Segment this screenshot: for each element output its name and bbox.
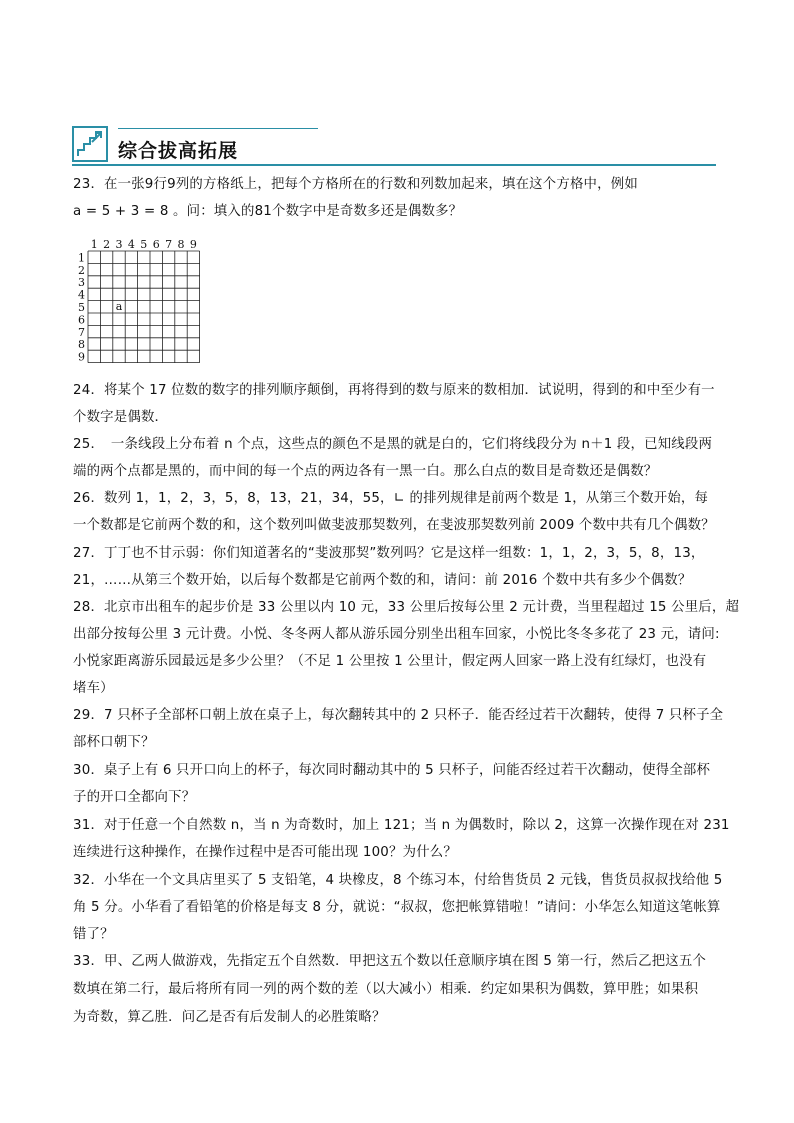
grid-row-label: 8 (78, 338, 85, 352)
grid-row-label: 3 (78, 276, 85, 290)
question-28-line-1: 28．北京市出租车的起步价是 33 公里以内 10 元，33 公里后按每公里 2 元计费，当里程超过 15 公里后，超 (73, 600, 740, 615)
question-23-line-2: a = 5 + 3 = 8 。问：填入的81个数字中是奇数多还是偶数多？ (73, 204, 463, 219)
section-header (72, 126, 716, 166)
grid-row-label: 9 (78, 350, 85, 364)
grid-col-label: 1 (90, 238, 98, 251)
question-30-line-1: 30．桌子上有 6 只开口向上的杯子，每次同时翻动其中的 5 只杯子，问能否经过若干次翻动，使得全部杯 (73, 763, 711, 778)
question-33-line-2: 数填在第二行，最后将所有同一列的两个数的差（以大减小）相乘．约定如果积为偶数，算甲胜；如果积 (73, 982, 699, 997)
question-32-line-1: 32．小华在一个文具店里买了 5 支铅笔，4 块橡皮，8 个练习本，付给售货员 2 元钱，售货员叔叔找给他 5 (73, 873, 723, 888)
question-27-line-2: 21，……从第三个数开始，以后每个数都是它前两个数的和，请问：前 2016 个数中共有多少个偶数？ (73, 573, 692, 588)
question-32-line-2: 角 5 分。小华看了看铅笔的价格是每支 8 分，就说：“叔叔，您把帐算错啦！”请问：小华怎么知道这笔帐算 (73, 900, 721, 915)
question-25-line-1: 25． 一条线段上分布着 n 个点，这些点的颜色不是黑的就是白的，它们将线段分为 n＋1 段，已知线段两 (73, 437, 713, 452)
question-28-line-3: 小悦家距离游乐园最远是多少公里？（不足 1 公里按 1 公里计，假定两人回家一路上没有红绿灯，也没有 (73, 654, 707, 669)
grid-figure (74, 235, 214, 365)
grid-row-label: 6 (78, 313, 85, 327)
question-28-line-4: 堵车） (73, 681, 114, 696)
grid-col-label: 3 (115, 238, 123, 251)
grid-row-label: 1 (78, 251, 85, 265)
grid-col-label: 9 (189, 238, 197, 251)
question-23-line-1: 23．在一张9行9列的方格纸上，把每个方格所在的行数和列数加起来，填在这个方格中，例如 (73, 177, 638, 192)
question-24-line-1: 24．将某个 17 位数的数字的排列顺序颠倒，再将得到的数与原来的数相加．试说明，得到的和中至少有一 (73, 383, 715, 398)
section-title: 综合拔高拓展 (118, 140, 239, 162)
question-33-line-1: 33．甲、乙两人做游戏，先指定五个自然数．甲把这五个数以任意顺序填在图 5 第一行，然后乙把这五个 (73, 954, 707, 969)
header-top-rule (118, 128, 318, 129)
question-29-line-1: 29．7 只杯子全部杯口朝上放在桌子上，每次翻转其中的 2 只杯子．能否经过若干次翻转，使得 7 只杯子全 (73, 708, 724, 723)
question-26-line-1: 26．数列 1，1，2，3，5，8，13，21，34，55，∟ 的排列规律是前两个数是 1，从第三个数开始，每 (73, 491, 709, 506)
grid-row-label: 4 (78, 288, 85, 302)
question-27-line-1: 27．丁丁也不甘示弱：你们知道著名的“斐波那契”数列吗？它是这样一组数：1，1，2，3，5，8，13， (73, 546, 705, 561)
grid-row-label: 7 (78, 325, 85, 339)
question-24-line-2: 个数字是偶数． (73, 410, 169, 425)
grid-cell-label-a: a (115, 300, 123, 313)
grid-col-label: 4 (127, 238, 135, 251)
question-32-line-3: 错了？ (73, 927, 114, 942)
grid-row-label: 5 (78, 301, 85, 314)
question-28-line-2: 出部分按每公里 3 元计费。小悦、冬冬两人都从游乐园分别坐出租车回家，小悦比冬冬多花了 23 元，请问: (73, 627, 720, 642)
question-30-line-2: 子的开口全都向下？ (73, 790, 196, 805)
question-33-line-3: 为奇数，算乙胜．问乙是否有后发制人的必胜策略？ (73, 1010, 386, 1025)
question-31-line-2: 连续进行这种操作，在操作过程中是否可能出现 100？为什么？ (73, 845, 457, 860)
question-26-line-2: 一个数都是它前两个数的和，这个数列叫做斐波那契数列，在斐波那契数列前 2009 个数中共有几个偶数？ (73, 518, 715, 533)
grid-col-label: 5 (140, 238, 148, 251)
grid-row-label: 2 (78, 263, 85, 277)
grid-col-label: 8 (177, 238, 185, 251)
question-25-line-2: 端的两个点都是黑的，而中间的每一个点的两边各有一黑一白。那么白点的数目是奇数还是偶数？ (73, 464, 658, 479)
stairs-icon (72, 126, 108, 162)
question-31-line-1: 31．对于任意一个自然数 n，当 n 为奇数时，加上 121；当 n 为偶数时，除以 2，这算一次操作现在对 231 (73, 818, 730, 833)
grid-col-label: 6 (152, 238, 160, 251)
grid-col-label: 7 (165, 238, 173, 251)
question-29-line-2: 部杯口朝下？ (73, 735, 155, 750)
grid-col-label: 2 (103, 238, 111, 251)
header-bottom-rule (72, 164, 716, 166)
